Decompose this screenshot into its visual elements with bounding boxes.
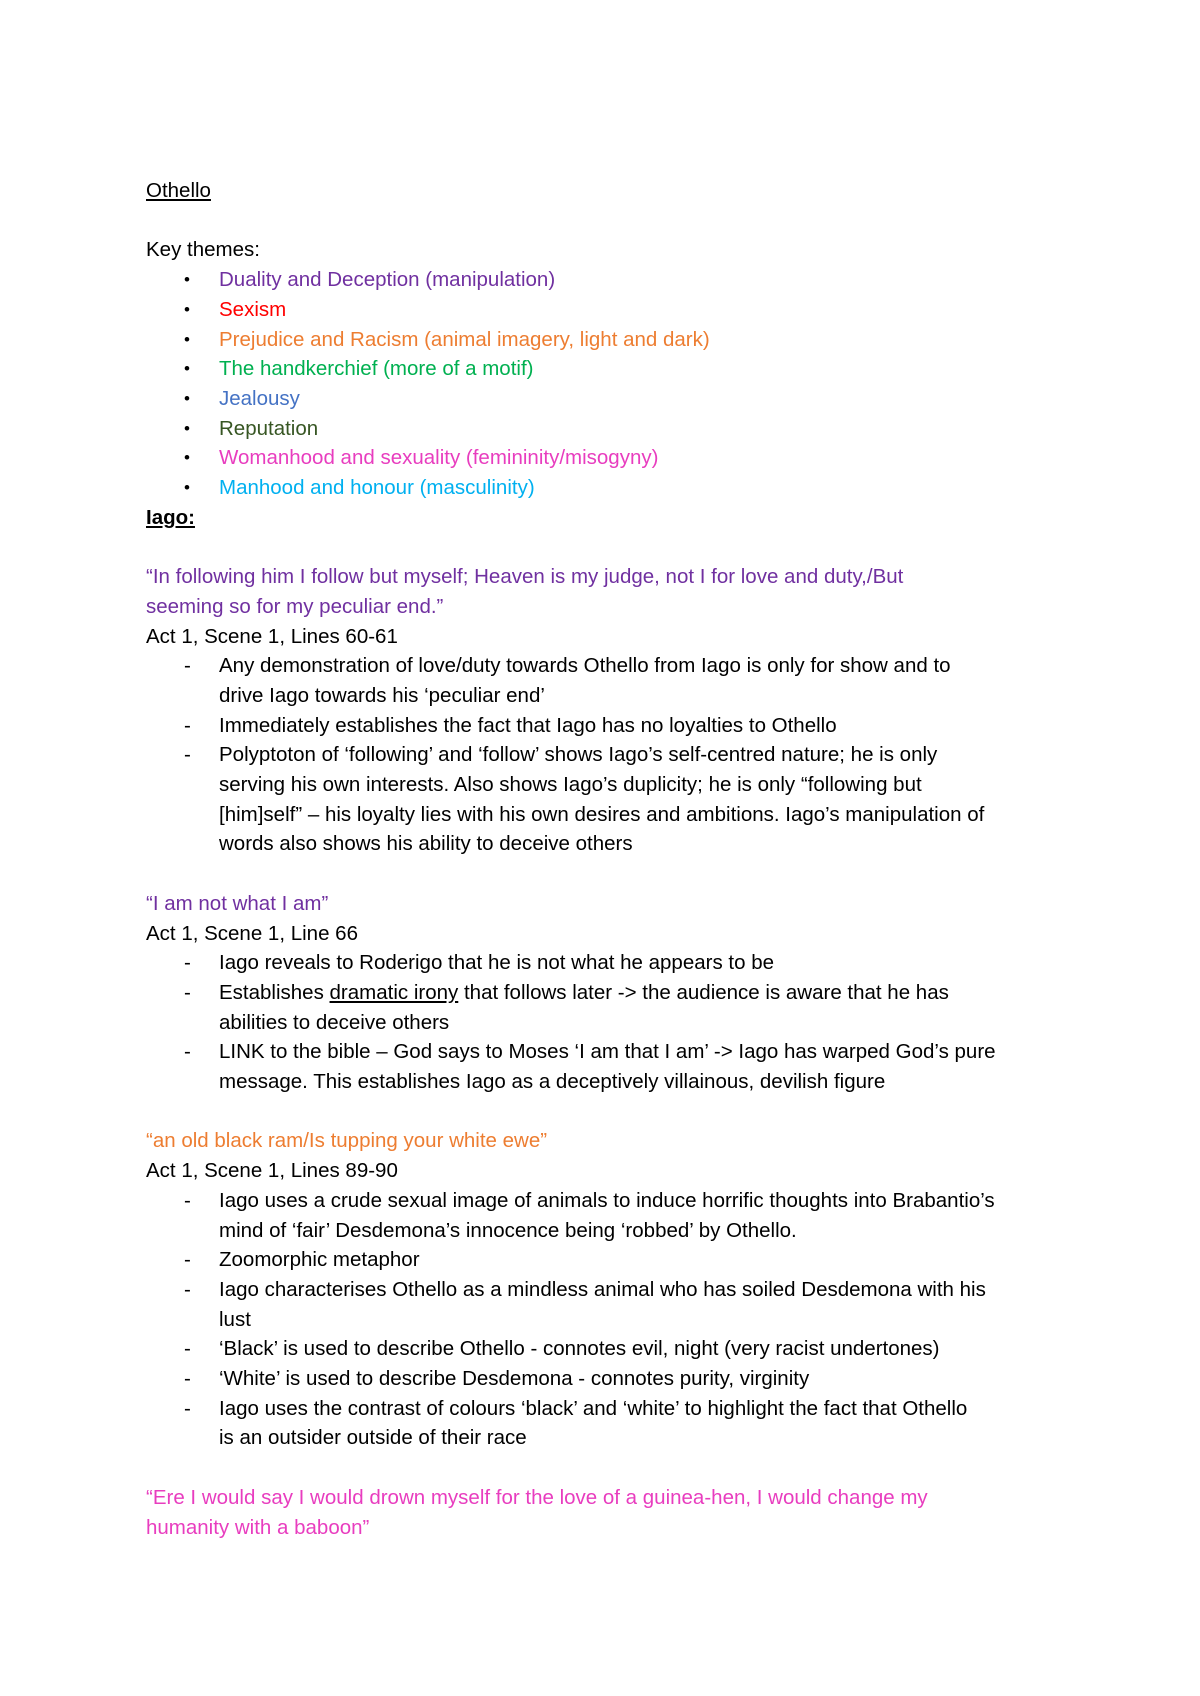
document-title: Othello: [146, 179, 211, 202]
quote-reference: Act 1, Scene 1, Lines 89-90: [146, 1159, 398, 1183]
analysis-text: is an outsider outside of their race: [219, 1426, 527, 1450]
theme-label: The handkerchief (more of a motif): [219, 357, 534, 381]
theme-item: [146, 414, 1076, 444]
spacer: [146, 1097, 1076, 1127]
theme-item: [146, 295, 1076, 325]
analysis-text: LINK to the bible – God says to Moses ‘I am that I am’ -> Iago has warped God’s pure: [219, 1040, 996, 1064]
dash-marker: -: [184, 1248, 191, 1272]
analysis-text: Any demonstration of love/duty towards Othello from Iago is only for show and to: [219, 654, 951, 678]
dash-marker: -: [184, 743, 191, 767]
theme-item: [146, 384, 1076, 414]
bullet-icon: •: [184, 299, 190, 319]
analysis-point: [146, 740, 1076, 859]
spacer: [146, 1453, 1076, 1483]
analysis-point: [146, 1394, 1076, 1453]
dash-marker: -: [184, 1337, 191, 1361]
analysis-text: Polyptoton of ‘following’ and ‘follow’ shows Iago’s self-centred nature; he is only: [219, 743, 938, 767]
quote-text: “I am not what I am”: [146, 891, 329, 915]
bullet-icon: •: [184, 388, 190, 408]
quote-text: “In following him I follow but myself; Heaven is my judge, not I for love and duty,/But: [146, 565, 904, 589]
analysis-point: [146, 948, 1076, 978]
analysis-text: lust: [219, 1307, 251, 1331]
analysis-point: [146, 1186, 1076, 1245]
bullet-icon: •: [184, 418, 190, 438]
analysis-text: Iago uses a crude sexual image of animals to induce horrific thoughts into Brabantio’s: [219, 1188, 995, 1212]
analysis-point: [146, 978, 1076, 1037]
quote-text: humanity with a baboon”: [146, 1515, 370, 1539]
theme-label: Sexism: [219, 297, 287, 321]
spacer: [146, 859, 1076, 889]
analysis-text: Zoomorphic metaphor: [219, 1248, 420, 1272]
analysis-text: Immediately establishes the fact that Iago has no loyalties to Othello: [219, 713, 837, 737]
theme-item: [146, 325, 1076, 355]
section-heading-iago: Iago:: [146, 505, 195, 529]
bullet-icon: •: [184, 478, 190, 498]
analysis-text: Iago characterises Othello as a mindless animal who has soiled Desdemona with his: [219, 1277, 986, 1301]
analysis-point: [146, 651, 1076, 710]
quote-reference: Act 1, Scene 1, Lines 60-61: [146, 624, 398, 648]
quote-block: [146, 889, 1076, 1097]
dash-marker: -: [184, 1396, 191, 1420]
theme-label: Womanhood and sexuality (femininity/misogyny): [219, 446, 659, 470]
analysis-text: drive Iago towards his ‘peculiar end’: [219, 683, 545, 707]
themes-heading: Key themes:: [146, 238, 260, 262]
themes-list: [146, 265, 1076, 503]
analysis-point: [146, 1037, 1076, 1096]
analysis-list: [146, 651, 1076, 859]
document-page: [146, 176, 1076, 1542]
quote-text: “an old black ram/Is tupping your white ewe”: [146, 1129, 548, 1153]
analysis-list: [146, 1186, 1076, 1453]
analysis-list: [146, 948, 1076, 1097]
dash-marker: -: [184, 1367, 191, 1391]
spacer: [146, 532, 1076, 562]
analysis-text: message. This establishes Iago as a deceptively villainous, devilish figure: [219, 1070, 886, 1094]
dash-marker: -: [184, 654, 191, 678]
analysis-text: Iago reveals to Roderigo that he is not what he appears to be: [219, 951, 775, 975]
analysis-text: Iago uses the contrast of colours ‘black’ and ‘white’ to highlight the fact that Othello: [219, 1396, 968, 1420]
analysis-text: ‘White’ is used to describe Desdemona - connotes purity, virginity: [219, 1367, 810, 1391]
analysis-point: [146, 1245, 1076, 1275]
analysis-text: mind of ‘fair’ Desdemona’s innocence being ‘robbed’ by Othello.: [219, 1218, 797, 1242]
dash-marker: -: [184, 1188, 191, 1212]
dash-marker: -: [184, 980, 191, 1004]
theme-label: Jealousy: [219, 386, 300, 410]
analysis-text: Establishes dramatic irony that follows later -> the audience is aware that he has: [219, 980, 949, 1004]
theme-item: [146, 265, 1076, 295]
analysis-text: words also shows his ability to deceive others: [219, 832, 633, 856]
bullet-icon: •: [184, 448, 190, 468]
analysis-text: [him]self” – his loyalty lies with his own desires and ambitions. Iago’s manipulation of: [219, 802, 985, 826]
quote-block: [146, 1126, 1076, 1453]
analysis-point: [146, 1275, 1076, 1334]
theme-label: Duality and Deception (manipulation): [219, 268, 556, 292]
quote-block: [146, 1483, 1076, 1542]
quote-text: “Ere I would say I would drown myself for the love of a guinea-hen, I would change my: [146, 1485, 928, 1509]
theme-item: [146, 443, 1076, 473]
dash-marker: -: [184, 1040, 191, 1064]
theme-label: Prejudice and Racism (animal imagery, light and dark): [219, 327, 710, 351]
quote-text: seeming so for my peculiar end.”: [146, 594, 444, 618]
theme-item: [146, 354, 1076, 384]
bullet-icon: •: [184, 270, 190, 290]
dash-marker: -: [184, 951, 191, 975]
analysis-point: [146, 711, 1076, 741]
analysis-text: serving his own interests. Also shows Iago’s duplicity; he is only “following but: [219, 773, 922, 797]
analysis-point: [146, 1364, 1076, 1394]
theme-label: Reputation: [219, 416, 319, 440]
spacer: [146, 206, 1076, 236]
analysis-text: ‘Black’ is used to describe Othello - connotes evil, night (very racist undertones): [219, 1337, 940, 1361]
underlined-term: dramatic irony: [329, 980, 459, 1004]
dash-marker: -: [184, 713, 191, 737]
dash-marker: -: [184, 1277, 191, 1301]
analysis-text: abilities to deceive others: [219, 1010, 450, 1034]
theme-item: [146, 473, 1076, 503]
quote-reference: Act 1, Scene 1, Line 66: [146, 921, 358, 945]
quotes-container: [146, 532, 1076, 1542]
bullet-icon: •: [184, 359, 190, 379]
quote-block: [146, 562, 1076, 859]
theme-label: Manhood and honour (masculinity): [219, 476, 535, 500]
analysis-point: [146, 1334, 1076, 1364]
bullet-icon: •: [184, 329, 190, 349]
